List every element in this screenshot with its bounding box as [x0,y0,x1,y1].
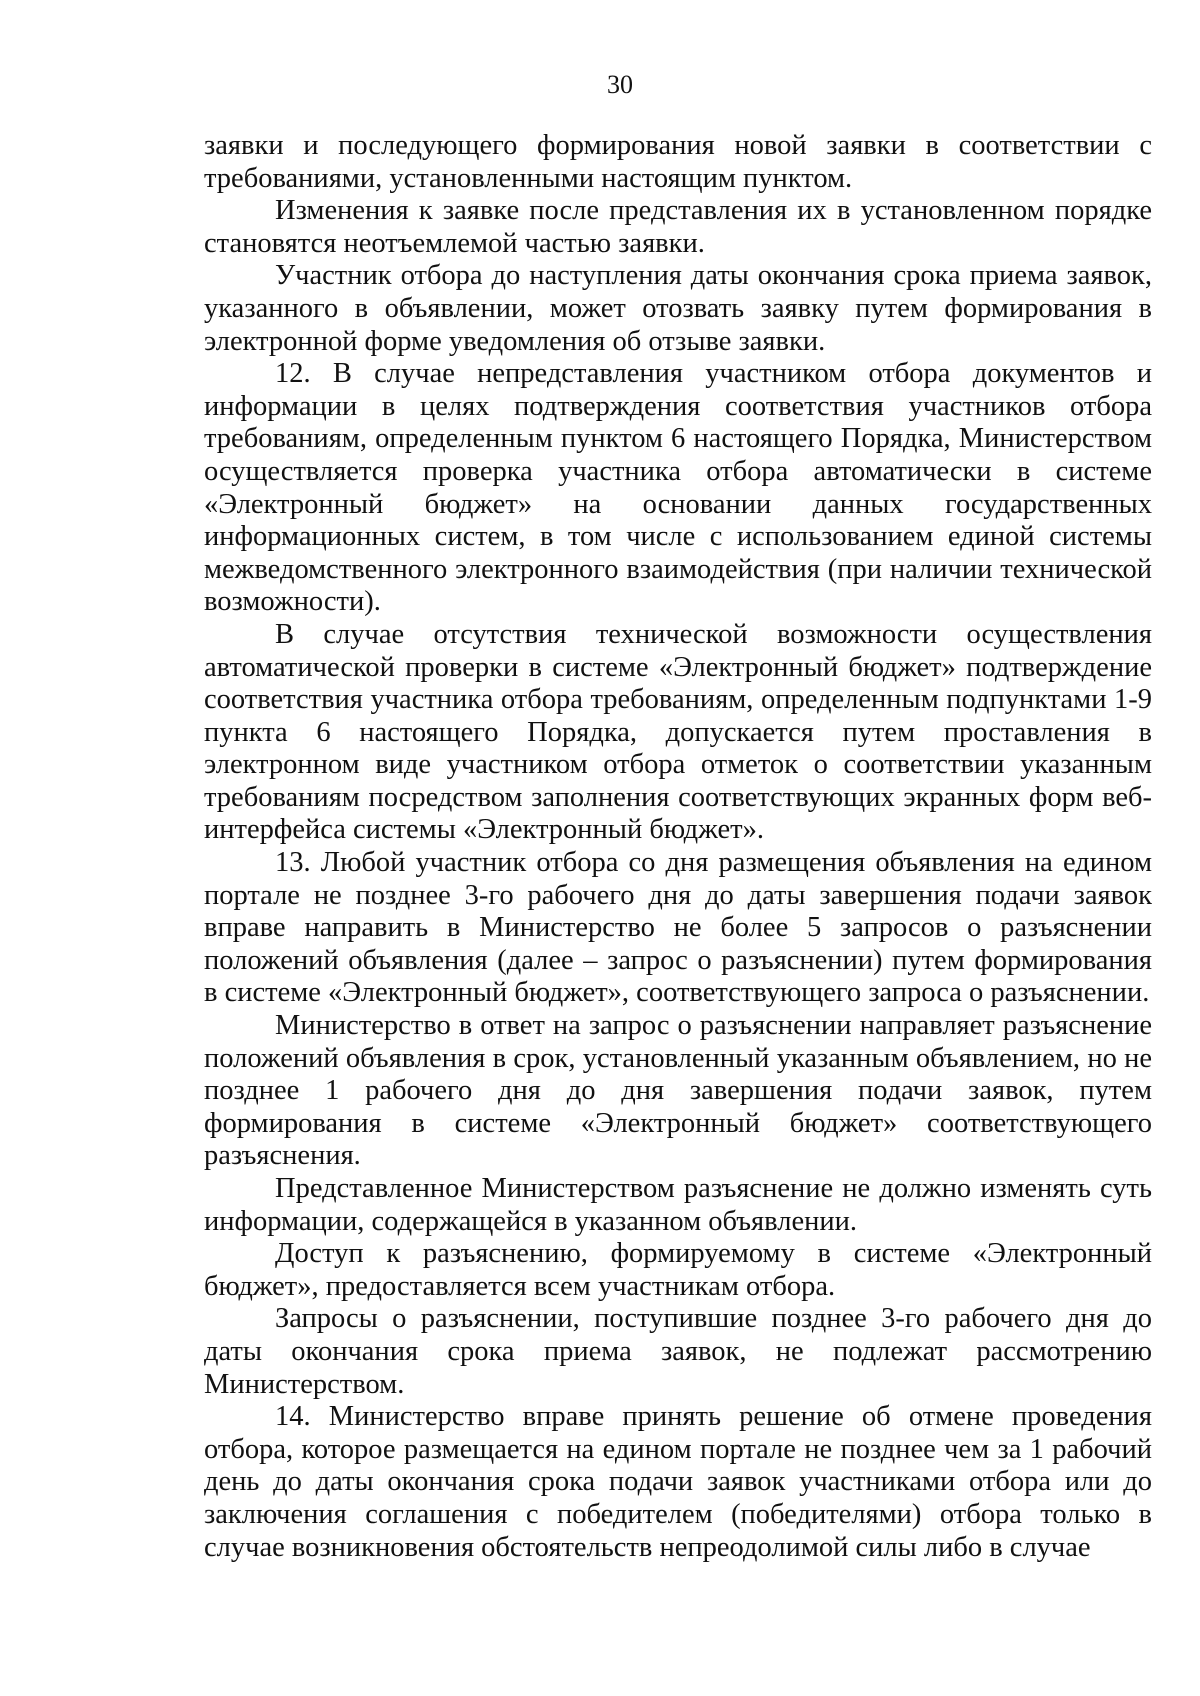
paragraph-access: Доступ к разъяснению, формируемому в системе «Электронный бюджет», предоставляется всем участникам отбора. [204,1238,1152,1302]
paragraph-item-14: 14. Министерство вправе принять решение об отмене проведения отбора, которое размещается на едином портале не позднее чем за 1 рабочий день до даты окончания срока подачи заявок участниками отбора или до заключения соглашения с победителем (победителями) отбора только в случае возникновения обстоятельств непреодолимой силы либо в случае [204,1401,1152,1563]
page-number: 30 [607,70,633,99]
paragraph-item-12: 12. В случае непредставления участником отбора документов и информации в целях подтверждения соответствия участников отбора требованиям, определенным пунктом 6 настоящего Порядка, Министерством осуществляется проверка участника отбора автоматически в системе «Электронный бюджет» на основании данных государственных информационных систем, в том числе с использованием единой системы межведомственного электронного взаимодействия (при наличии технической возможности). [204,358,1152,618]
paragraph-changes: Изменения к заявке после представления их в установленном порядке становятся неотъемлемой частью заявки. [204,195,1152,259]
paragraph-clarification-content: Представленное Министерством разъяснение не должно изменять суть информации, содержащейся в указанном объявлении. [204,1173,1152,1237]
document-body [204,130,1152,1564]
paragraph-item-13: 13. Любой участник отбора со дня размещения объявления на едином портале не позднее 3-го рабочего дня до даты завершения подачи заявок вправе направить в Министерство не более 5 запросов о разъяснении положений объявления (далее – запрос о разъяснении) путем формирования в системе «Электронный бюджет», соответствующего запроса о разъяснении. [204,847,1152,1009]
paragraph-ministry-response: Министерство в ответ на запрос о разъяснении направляет разъяснение положений объявления в срок, установленный указанным объявлением, но не позднее 1 рабочего дня до дня завершения подачи заявок, путем формирования в системе «Электронный бюджет» соответствующего разъяснения. [204,1010,1152,1172]
paragraph-no-technical-possibility: В случае отсутствия технической возможности осуществления автоматической проверки в системе «Электронный бюджет» подтверждение соответствия участника отбора требованиям, определенным подпунктами 1-9 пункта 6 настоящего Порядка, допускается путем проставления в электронном виде участником отбора отметок о соответствии указанным требованиям посредством заполнения соответствующих экранных форм веб-интерфейса системы «Электронный бюджет». [204,618,1152,846]
paragraph-late-requests: Запросы о разъяснении, поступившие позднее 3-го рабочего дня до даты окончания срока приема заявок, не подлежат рассмотрению Министерством. [204,1303,1152,1400]
paragraph-withdrawal: Участник отбора до наступления даты окончания срока приема заявок, указанного в объявлении, может отозвать заявку путем формирования в электронной форме уведомления об отзыве заявки. [204,260,1152,357]
paragraph-continuation: заявки и последующего формирования новой заявки в соответствии с требованиями, установленными настоящим пунктом. [204,130,1152,194]
